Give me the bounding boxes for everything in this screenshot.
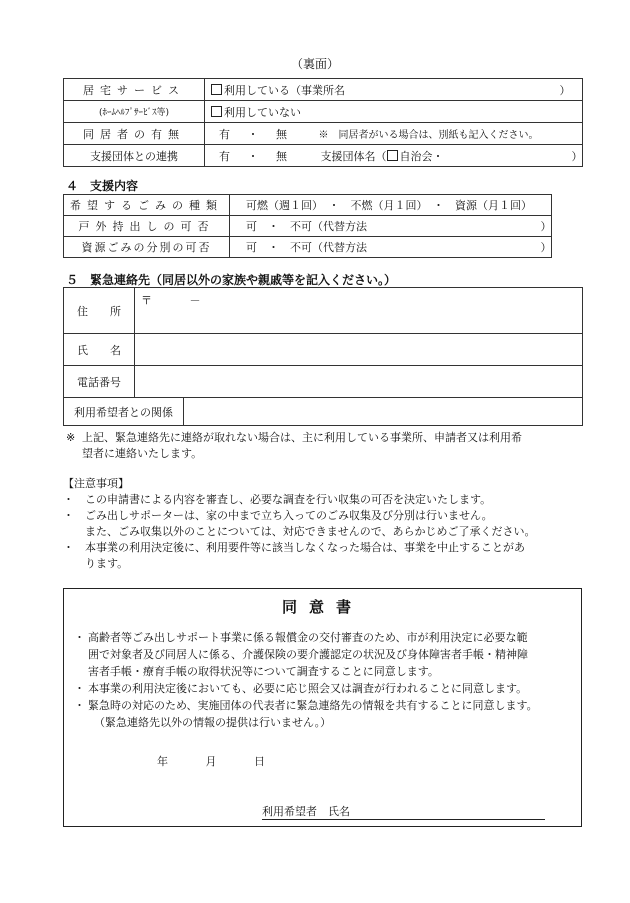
checkbox-not-using[interactable] <box>211 106 222 117</box>
notes-heading: 【注意事項】 <box>63 477 129 490</box>
consent-item3-l2: （緊急連絡先以外の情報の提供は行いません。） <box>94 716 332 729</box>
consent-item1-l3: 害者手帳・療育手帳の取得状況等について調査することに同意します。 <box>88 665 439 678</box>
emergency-note <box>66 430 586 462</box>
cohabitant-note: ※ 同居者がいる場合は、別紙も記入ください。 <box>318 129 539 141</box>
support-row-text: 可 ・ 不可（代替方法 <box>246 220 367 233</box>
support-group-close: ） <box>571 149 583 163</box>
page-title: （裏面） <box>290 57 339 71</box>
sign-label: 利用希望者 氏名 <box>262 805 350 818</box>
consent-signature-line[interactable] <box>262 803 545 820</box>
cohabitant-label: 同居者の有無 <box>64 123 205 145</box>
consent-box <box>63 588 582 827</box>
notes-item-cont: ります。 <box>85 557 129 570</box>
section5-heading: ５ 緊急連絡先（同居以外の家族や親戚等を記入ください。） <box>66 273 397 287</box>
home-service-using[interactable] <box>205 79 583 101</box>
checkbox-assoc[interactable] <box>387 150 398 161</box>
postal-dash: － <box>189 294 201 307</box>
consent-bullet: ・ <box>74 631 85 644</box>
support-group-field[interactable] <box>205 145 583 167</box>
consent-bullet: ・ <box>74 682 85 695</box>
support-table <box>63 194 552 258</box>
home-service-not-using[interactable] <box>205 101 583 123</box>
consent-item1-l2: 囲で対象者及び同居人に係る、介護保険の要介護認定の状況及び身体障害者手帳・精神障 <box>88 648 528 661</box>
section4-heading: ４ 支援内容 <box>66 179 139 193</box>
notes-item: この申請書による内容を審査し、必要な調査を行い収集の可否を決定いたします。 <box>85 493 492 506</box>
support-row-label: 戸外持出しの可否 <box>64 216 230 237</box>
consent-date[interactable] <box>157 753 265 769</box>
note-star-mark: ※ <box>66 431 76 444</box>
name-field[interactable] <box>135 334 583 366</box>
date-day: 日 <box>254 755 265 768</box>
consent-item1-l1: 高齢者等ごみ出しサポート事業に係る報償金の交付審査のため、市が利用決定に必要な範 <box>88 631 528 644</box>
checkbox-using[interactable] <box>211 84 222 95</box>
support-row-text: 可燃（週１回） ・ 不燃（月１回） ・ 資源（月１回） <box>246 199 532 212</box>
support-row-close: ） <box>540 220 552 233</box>
support-row-close: ） <box>540 241 552 254</box>
cohabitant-sep: ・ <box>247 127 259 141</box>
phone-label: 電話番号 <box>64 366 135 398</box>
notes-item: 本事業の利用決定後に、利用要件等に該当しなくなった場合は、事業を中止することがあ <box>85 541 525 554</box>
support-row-value[interactable] <box>230 237 552 258</box>
notes-item-cont: また、ごみ収集以外のことについては、対応できませんので、あらかじめご了承ください。 <box>85 525 536 538</box>
phone-field[interactable] <box>135 366 583 398</box>
cohabitant-field[interactable] <box>205 123 583 145</box>
support-yes[interactable]: 有 <box>219 149 230 163</box>
support-row-value[interactable] <box>230 216 552 237</box>
not-using-label: 利用していない <box>224 105 301 119</box>
relation-label: 利用希望者との関係 <box>64 398 184 426</box>
support-no[interactable]: 無 <box>276 149 287 163</box>
home-service-sub: (ﾎｰﾑﾍﾙﾌﾟｻｰﾋﾞｽ等) <box>64 101 205 123</box>
name-label: 氏 名 <box>64 334 135 366</box>
address-label: 住 所 <box>64 288 135 334</box>
support-sep: ・ <box>247 149 259 163</box>
relation-field[interactable] <box>184 398 583 426</box>
cohabitant-no[interactable]: 無 <box>276 127 287 141</box>
using-close: ） <box>559 83 571 97</box>
emergency-table <box>63 287 583 426</box>
postal-mark: 〒 <box>141 294 152 307</box>
notes-section <box>63 476 583 572</box>
note-star-text1: 上記、緊急連絡先に連絡が取れない場合は、主に利用している事業所、申請者又は利用希 <box>82 431 522 444</box>
notes-bullet: ・ <box>63 541 74 554</box>
home-service-label: 居宅サービス <box>64 79 205 101</box>
consent-item3-l1: 緊急時の対応のため、実施団体の代表者に緊急連絡先の情報を共有することに同意します。 <box>88 699 538 712</box>
notes-bullet: ・ <box>63 493 74 506</box>
support-row-label: 希望するごみの種類 <box>64 195 230 216</box>
consent-title: 同意書 <box>281 598 363 616</box>
support-group-assoc: 自治会・ <box>399 149 444 163</box>
using-label: 利用している（事業所名 <box>224 83 345 97</box>
date-year: 年 <box>157 755 168 768</box>
support-row-label: 資源ごみの分別の可否 <box>64 237 230 258</box>
consent-item2: 本事業の利用決定後においても、必要に応じ照会又は調査が行われることに同意します。 <box>88 682 528 695</box>
support-row-text: 可 ・ 不可（代替方法 <box>246 241 367 254</box>
cohabitant-yes[interactable]: 有 <box>219 127 230 141</box>
date-month: 月 <box>205 755 217 768</box>
support-row-value[interactable] <box>230 195 552 216</box>
address-field[interactable] <box>135 288 583 334</box>
consent-bullet: ・ <box>74 699 85 712</box>
notes-bullet: ・ <box>63 509 74 522</box>
services-table <box>63 78 583 167</box>
consent-body <box>74 629 574 731</box>
support-group-name: 支援団体名（ <box>320 149 387 163</box>
note-star-text2: 望者に連絡いたします。 <box>82 447 203 460</box>
notes-item: ごみ出しサポーターは、家の中まで立ち入ってのごみ収集及び分別は行いません。 <box>85 509 493 522</box>
support-group-label: 支援団体との連携 <box>64 145 205 167</box>
